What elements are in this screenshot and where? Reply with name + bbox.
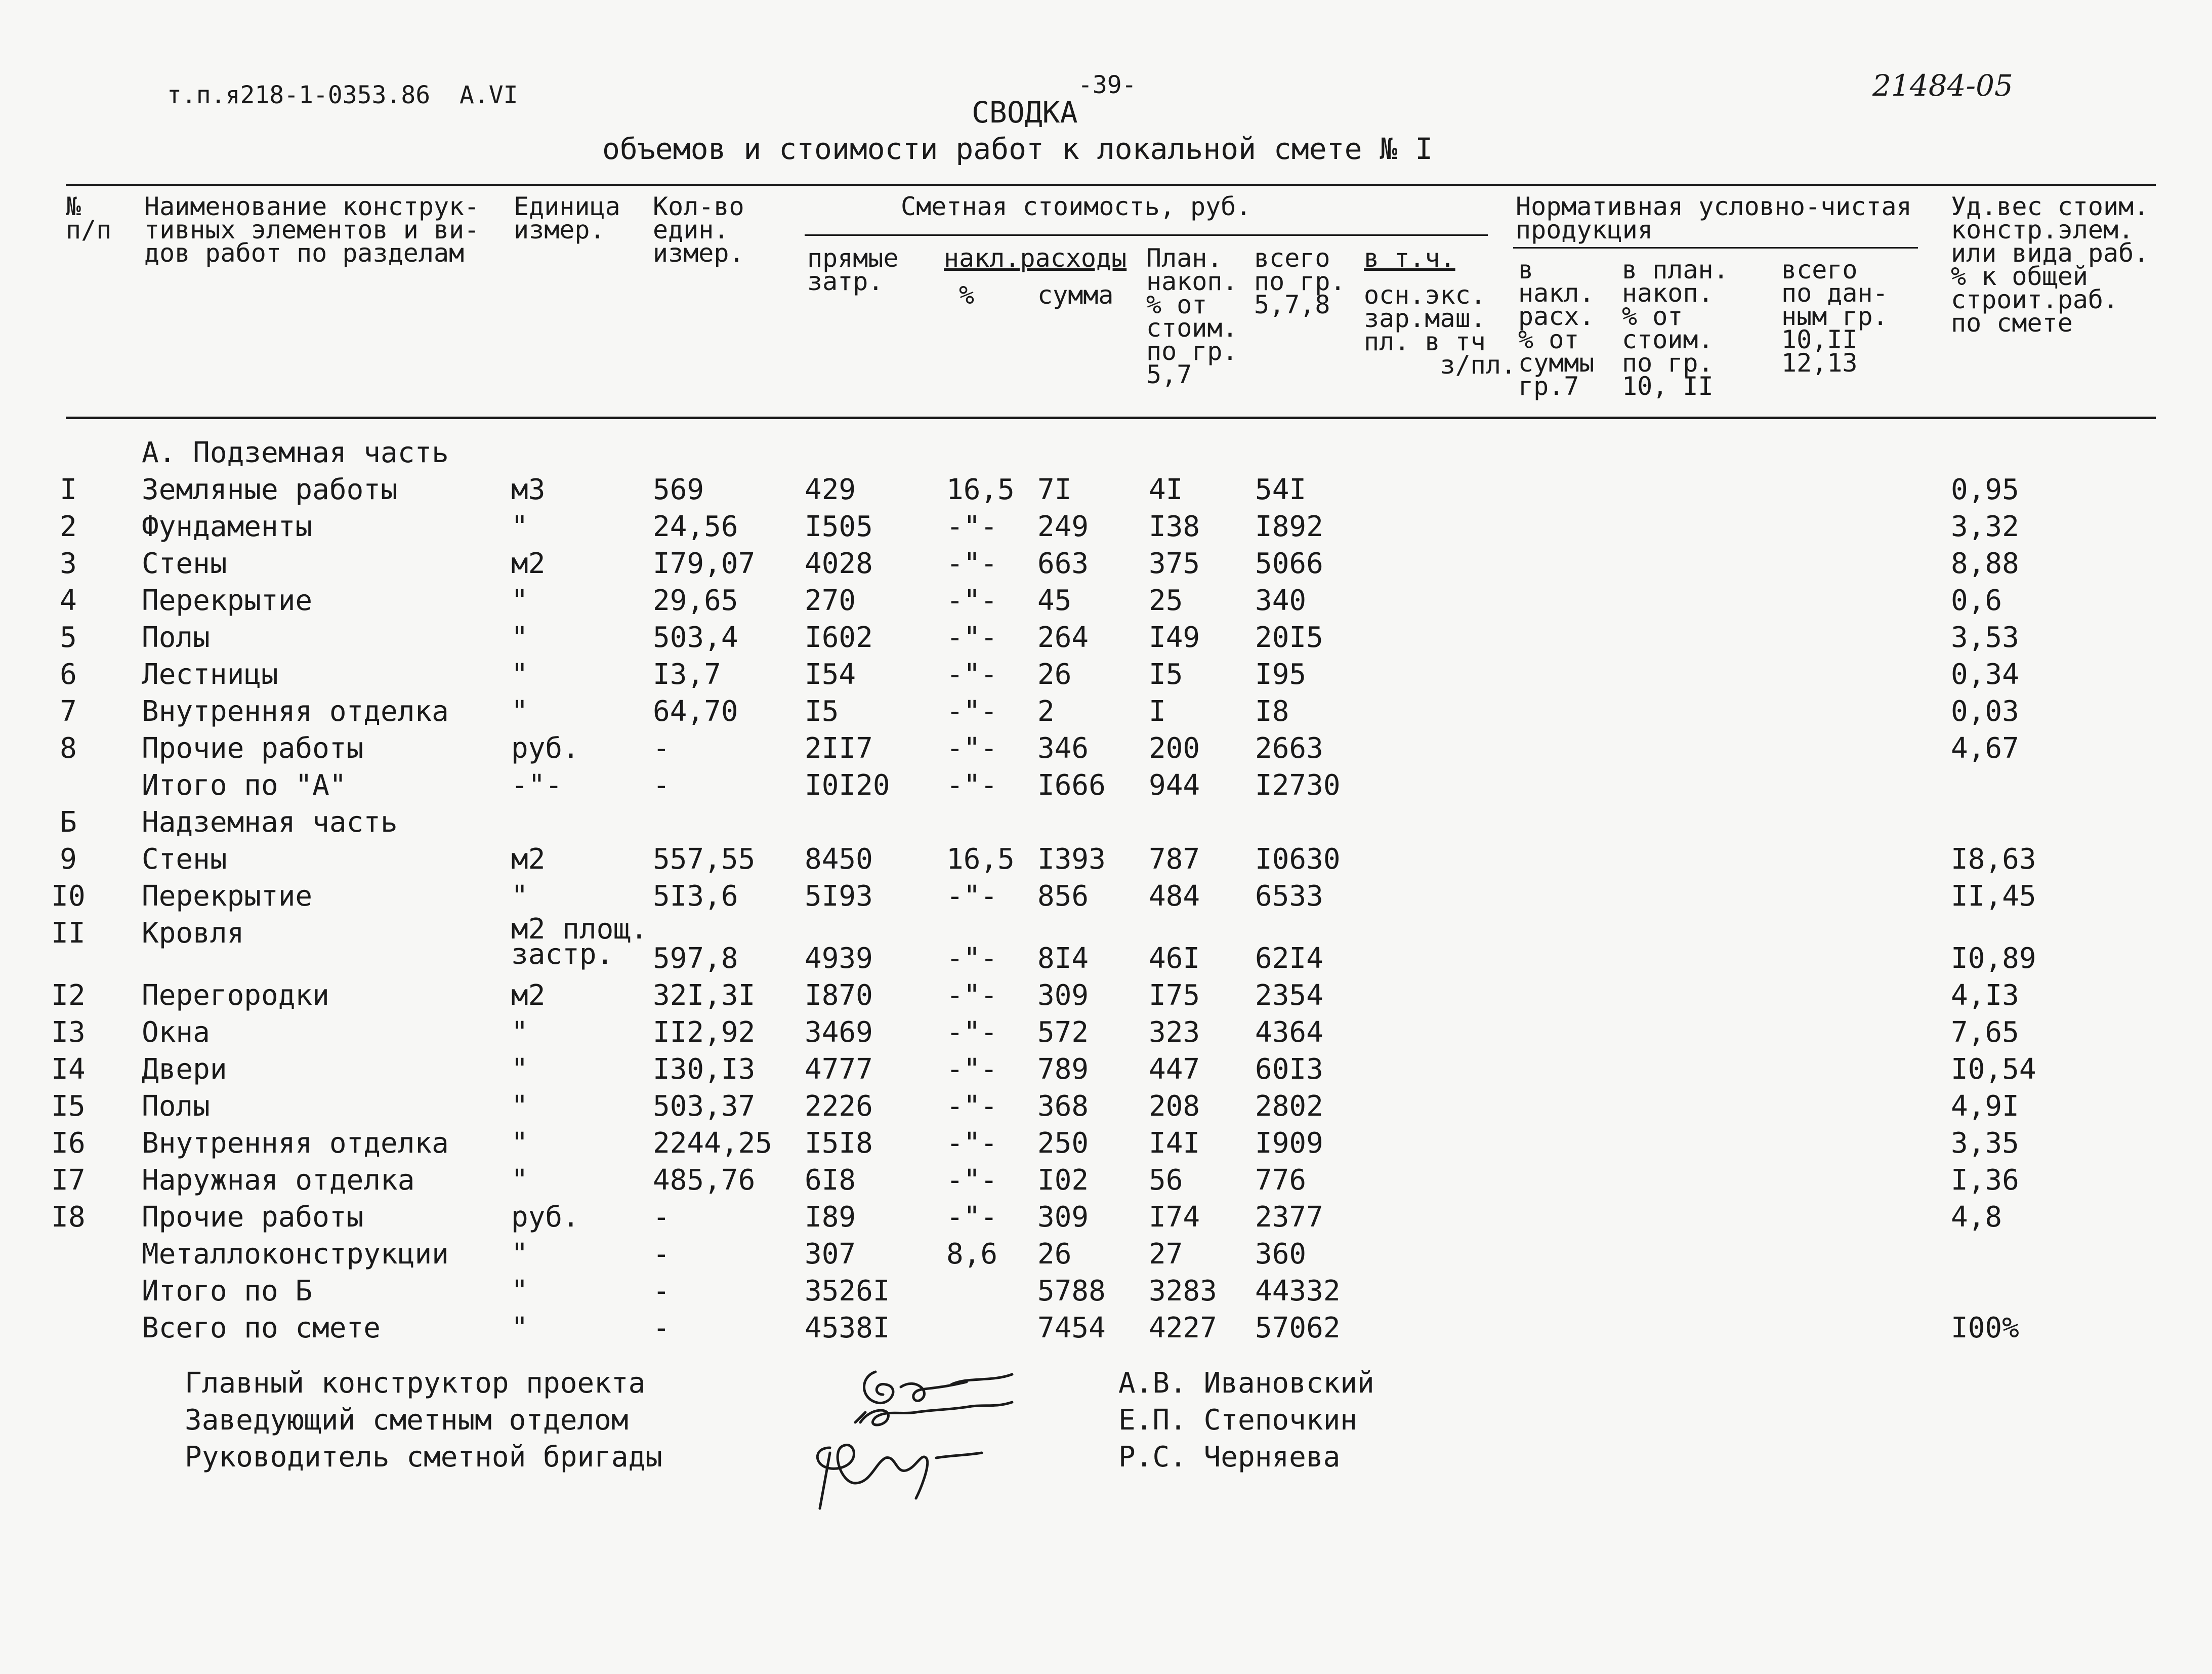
row-total: 57062 bbox=[1255, 1312, 1341, 1344]
row-direct-cost: 4028 bbox=[805, 547, 873, 580]
row-name: Внутренняя отделка bbox=[142, 1127, 449, 1160]
row-overhead-percent: -"- bbox=[946, 1127, 998, 1160]
table-row bbox=[0, 1127, 2212, 1164]
table-row bbox=[0, 1053, 2212, 1090]
row-total: 4364 bbox=[1255, 1016, 1323, 1049]
row-total: I892 bbox=[1255, 510, 1323, 543]
norm-group-rule bbox=[1513, 247, 1918, 249]
document-code: т.п.я218-1-0353.86 А.VI bbox=[167, 81, 518, 109]
header-overhead: накл.расходы bbox=[944, 243, 1127, 273]
row-name: Прочие работы bbox=[142, 732, 364, 765]
row-unit: руб. bbox=[511, 732, 579, 765]
row-quantity: 557,55 bbox=[653, 843, 756, 876]
row-planned-accumulation: I bbox=[1149, 695, 1166, 728]
header-cost-group: Сметная стоимость, руб. bbox=[901, 192, 1251, 221]
row-name: Итого по "А" bbox=[142, 769, 347, 802]
row-number: I7 bbox=[51, 1164, 86, 1197]
row-total: I95 bbox=[1255, 658, 1307, 691]
row-number: I2 bbox=[51, 979, 86, 1012]
signature-name: Е.П. Степочкин bbox=[1118, 1404, 1358, 1437]
row-weight-percent: 3,35 bbox=[1951, 1127, 2019, 1160]
row-weight-percent: 4,I3 bbox=[1951, 979, 2019, 1012]
header-norm-group: Нормативная условно-чистая продукция bbox=[1516, 192, 1912, 244]
row-overhead-percent: -"- bbox=[946, 769, 998, 802]
row-planned-accumulation: 323 bbox=[1149, 1016, 1200, 1049]
row-overhead-percent: -"- bbox=[946, 979, 998, 1012]
row-total: 2802 bbox=[1255, 1090, 1323, 1123]
header-incl-sub: осн.экс. зар.маш. пл. в тч з/пл. bbox=[1364, 280, 1517, 380]
row-quantity: 29,65 bbox=[653, 584, 738, 617]
row-total: 44332 bbox=[1255, 1275, 1341, 1308]
row-name: Наружная отделка bbox=[142, 1164, 415, 1197]
row-total: 340 bbox=[1255, 584, 1307, 617]
row-overhead-sum: 5788 bbox=[1037, 1275, 1106, 1308]
row-planned-accumulation: I49 bbox=[1149, 621, 1200, 654]
table-row bbox=[0, 843, 2212, 880]
cost-group-rule bbox=[805, 234, 1488, 236]
row-unit: " bbox=[511, 510, 528, 543]
row-overhead-sum: 264 bbox=[1037, 621, 1089, 654]
row-overhead-percent: -"- bbox=[946, 621, 998, 654]
row-number: 5 bbox=[60, 621, 77, 654]
header-name: Наименование конструк- тивных элементов и ви- дов работ по разделам bbox=[144, 192, 480, 268]
header-norm-a: в накл. расх. % от суммы гр.7 bbox=[1518, 255, 1595, 401]
row-quantity: 503,37 bbox=[653, 1090, 756, 1123]
row-total: I8 bbox=[1255, 695, 1289, 728]
row-direct-cost: I0I20 bbox=[805, 769, 890, 802]
row-overhead-percent: -"- bbox=[946, 658, 998, 691]
row-total: 2377 bbox=[1255, 1201, 1323, 1234]
row-total: 60I3 bbox=[1255, 1053, 1323, 1086]
row-name: Прочие работы bbox=[142, 1201, 364, 1234]
row-direct-cost: 270 bbox=[805, 584, 856, 617]
row-unit: " bbox=[511, 1127, 528, 1160]
row-total: 54I bbox=[1255, 473, 1307, 506]
archive-number: 21484-05 bbox=[1872, 68, 2013, 103]
row-planned-accumulation: 447 bbox=[1149, 1053, 1200, 1086]
row-weight-percent: 0,95 bbox=[1951, 473, 2019, 506]
header-weight: Уд.вес стоим. констр.элем. или вида раб. % к общей строит.раб. по смете bbox=[1951, 192, 2149, 338]
row-quantity: 32I,3I bbox=[653, 979, 756, 1012]
row-number: I8 bbox=[51, 1201, 86, 1234]
row-unit: " bbox=[511, 1090, 528, 1123]
table-row bbox=[0, 658, 2212, 695]
row-name: Стены bbox=[142, 843, 227, 876]
row-weight-percent: 7,65 bbox=[1951, 1016, 2019, 1049]
row-direct-cost: 6I8 bbox=[805, 1164, 856, 1197]
row-total: I0630 bbox=[1255, 843, 1341, 876]
row-total: I909 bbox=[1255, 1127, 1323, 1160]
row-number: 4 bbox=[60, 584, 77, 617]
signature-name: Р.С. Черняева bbox=[1118, 1441, 1341, 1474]
row-unit: -"- bbox=[511, 769, 563, 802]
row-unit: " bbox=[511, 1238, 528, 1271]
row-number: 7 bbox=[60, 695, 77, 728]
signature-role: Руководитель сметной бригады bbox=[185, 1441, 663, 1474]
row-name: Кровля bbox=[142, 917, 244, 950]
row-overhead-sum: 2 bbox=[1037, 695, 1055, 728]
row-name: Внутренняя отделка bbox=[142, 695, 449, 728]
row-total: 776 bbox=[1255, 1164, 1307, 1197]
table-row bbox=[0, 769, 2212, 806]
row-direct-cost: I89 bbox=[805, 1201, 856, 1234]
row-planned-accumulation: I74 bbox=[1149, 1201, 1200, 1234]
row-quantity: - bbox=[653, 769, 670, 802]
table-row bbox=[0, 510, 2212, 547]
row-name: Земляные работы bbox=[142, 473, 398, 506]
row-weight-percent: 0,6 bbox=[1951, 584, 2002, 617]
row-unit: " bbox=[511, 880, 528, 913]
row-quantity: - bbox=[653, 1238, 670, 1271]
row-overhead-percent: 16,5 bbox=[946, 843, 1015, 876]
row-weight-percent: I0,89 bbox=[1951, 942, 2036, 975]
row-overhead-percent: -"- bbox=[946, 942, 998, 975]
row-overhead-sum: 856 bbox=[1037, 880, 1089, 913]
row-planned-accumulation: I4I bbox=[1149, 1127, 1200, 1160]
row-overhead-percent: -"- bbox=[946, 880, 998, 913]
table-row bbox=[0, 1312, 2212, 1349]
row-number: I6 bbox=[51, 1127, 86, 1160]
row-direct-cost: 4939 bbox=[805, 942, 873, 975]
row-direct-cost: 3526I bbox=[805, 1275, 890, 1308]
table-row bbox=[0, 1164, 2212, 1201]
row-quantity: - bbox=[653, 732, 670, 765]
row-quantity: 24,56 bbox=[653, 510, 738, 543]
table-row bbox=[0, 880, 2212, 917]
table-row bbox=[0, 1275, 2212, 1312]
row-name: Перегородки bbox=[142, 979, 329, 1012]
row-overhead-sum: I02 bbox=[1037, 1164, 1089, 1197]
table-row bbox=[0, 436, 2212, 473]
row-weight-percent: I8,63 bbox=[1951, 843, 2036, 876]
row-name: Полы bbox=[142, 1090, 210, 1123]
row-planned-accumulation: I38 bbox=[1149, 510, 1200, 543]
row-planned-accumulation: 27 bbox=[1149, 1238, 1183, 1271]
table-row bbox=[0, 695, 2212, 732]
row-unit: м2 площ. застр. bbox=[511, 913, 648, 971]
row-overhead-sum: 346 bbox=[1037, 732, 1089, 765]
row-direct-cost: I5I8 bbox=[805, 1127, 873, 1160]
row-planned-accumulation: 46I bbox=[1149, 942, 1200, 975]
row-planned-accumulation: I5 bbox=[1149, 658, 1183, 691]
row-weight-percent: I,36 bbox=[1951, 1164, 2019, 1197]
header-norm-c: всего по дан- ным гр. 10,II 12,13 bbox=[1781, 255, 1888, 378]
row-unit: " bbox=[511, 1275, 528, 1308]
page-number: -39- bbox=[1078, 71, 1137, 99]
row-unit: " bbox=[511, 695, 528, 728]
row-weight-percent: 4,8 bbox=[1951, 1201, 2002, 1234]
row-weight-percent: 4,9I bbox=[1951, 1090, 2019, 1123]
row-overhead-sum: I393 bbox=[1037, 843, 1106, 876]
header-num: № п/п bbox=[66, 192, 112, 244]
row-unit: м3 bbox=[511, 473, 546, 506]
row-number: 6 bbox=[60, 658, 77, 691]
row-name: Двери bbox=[142, 1053, 227, 1086]
row-unit: м2 bbox=[511, 843, 546, 876]
handwritten-signatures bbox=[800, 1357, 1083, 1519]
row-name: Стены bbox=[142, 547, 227, 580]
row-quantity: 485,76 bbox=[653, 1164, 756, 1197]
row-weight-percent: 8,88 bbox=[1951, 547, 2019, 580]
row-overhead-sum: 789 bbox=[1037, 1053, 1089, 1086]
row-overhead-sum: 309 bbox=[1037, 979, 1089, 1012]
row-weight-percent: 0,34 bbox=[1951, 658, 2019, 691]
row-quantity: I79,07 bbox=[653, 547, 756, 580]
row-name: Всего по смете bbox=[142, 1312, 381, 1344]
row-overhead-percent: -"- bbox=[946, 1053, 998, 1086]
row-unit: " bbox=[511, 1053, 528, 1086]
row-quantity: - bbox=[653, 1312, 670, 1344]
row-quantity: I3,7 bbox=[653, 658, 721, 691]
row-planned-accumulation: 375 bbox=[1149, 547, 1200, 580]
row-number: I0 bbox=[51, 880, 86, 913]
row-planned-accumulation: 56 bbox=[1149, 1164, 1183, 1197]
row-name: Окна bbox=[142, 1016, 210, 1049]
signature-name: А.В. Ивановский bbox=[1118, 1367, 1374, 1400]
row-total: 360 bbox=[1255, 1238, 1307, 1271]
row-number: 9 bbox=[60, 843, 77, 876]
table-row bbox=[0, 1238, 2212, 1275]
row-overhead-percent: -"- bbox=[946, 1164, 998, 1197]
row-overhead-sum: 26 bbox=[1037, 1238, 1072, 1271]
row-quantity: - bbox=[653, 1201, 670, 1234]
row-total: I2730 bbox=[1255, 769, 1341, 802]
row-quantity: 2244,25 bbox=[653, 1127, 773, 1160]
row-overhead-sum: 572 bbox=[1037, 1016, 1089, 1049]
table-row bbox=[0, 806, 2212, 843]
row-direct-cost: 4538I bbox=[805, 1312, 890, 1344]
row-number: I5 bbox=[51, 1090, 86, 1123]
row-weight-percent: 4,67 bbox=[1951, 732, 2019, 765]
row-weight-percent: 3,53 bbox=[1951, 621, 2019, 654]
row-name: Полы bbox=[142, 621, 210, 654]
row-planned-accumulation: I75 bbox=[1149, 979, 1200, 1012]
row-total: 5066 bbox=[1255, 547, 1323, 580]
table-row bbox=[0, 979, 2212, 1016]
row-overhead-sum: 7454 bbox=[1037, 1312, 1106, 1344]
row-direct-cost: 429 bbox=[805, 473, 856, 506]
document-title: СВОДКА bbox=[972, 95, 1078, 130]
row-overhead-sum: 368 bbox=[1037, 1090, 1089, 1123]
row-unit: " bbox=[511, 584, 528, 617]
table-row bbox=[0, 584, 2212, 621]
row-number: 2 bbox=[60, 510, 77, 543]
table-row bbox=[0, 732, 2212, 769]
row-weight-percent: I00% bbox=[1951, 1312, 2019, 1344]
row-overhead-percent: 16,5 bbox=[946, 473, 1015, 506]
row-quantity: II2,92 bbox=[653, 1016, 756, 1049]
row-overhead-sum: 309 bbox=[1037, 1201, 1089, 1234]
row-direct-cost: 2226 bbox=[805, 1090, 873, 1123]
row-weight-percent: 3,32 bbox=[1951, 510, 2019, 543]
row-overhead-percent: -"- bbox=[946, 732, 998, 765]
row-quantity: 597,8 bbox=[653, 942, 738, 975]
header-total: всего по гр. 5,7,8 bbox=[1254, 243, 1346, 319]
row-overhead-sum: 8I4 bbox=[1037, 942, 1089, 975]
row-unit: " bbox=[511, 1312, 528, 1344]
row-weight-percent: II,45 bbox=[1951, 880, 2036, 913]
row-overhead-percent: -"- bbox=[946, 1201, 998, 1234]
row-number: I3 bbox=[51, 1016, 86, 1049]
row-overhead-sum: 45 bbox=[1037, 584, 1072, 617]
row-direct-cost: 4777 bbox=[805, 1053, 873, 1086]
row-overhead-percent: -"- bbox=[946, 510, 998, 543]
header-qty: Кол-во един. измер. bbox=[653, 192, 744, 268]
row-name: Металлоконструкции bbox=[142, 1238, 449, 1271]
row-overhead-sum: 26 bbox=[1037, 658, 1072, 691]
row-direct-cost: I505 bbox=[805, 510, 873, 543]
row-unit: " bbox=[511, 621, 528, 654]
row-planned-accumulation: 200 bbox=[1149, 732, 1200, 765]
row-quantity: I30,I3 bbox=[653, 1053, 756, 1086]
row-total: 2663 bbox=[1255, 732, 1323, 765]
row-quantity: 503,4 bbox=[653, 621, 738, 654]
row-total: 62I4 bbox=[1255, 942, 1323, 975]
header-norm-b: в план. накоп. % от стоим. по гр. 10, II bbox=[1622, 255, 1729, 401]
row-weight-percent: I0,54 bbox=[1951, 1053, 2036, 1086]
table-row bbox=[0, 1090, 2212, 1127]
row-planned-accumulation: 944 bbox=[1149, 769, 1200, 802]
row-overhead-sum: 249 bbox=[1037, 510, 1089, 543]
row-planned-accumulation: 787 bbox=[1149, 843, 1200, 876]
row-quantity: 64,70 bbox=[653, 695, 738, 728]
row-unit: руб. bbox=[511, 1201, 579, 1234]
header-direct: прямые затр. bbox=[807, 243, 899, 296]
row-quantity: 569 bbox=[653, 473, 704, 506]
header-incl: в т.ч. bbox=[1364, 243, 1455, 273]
row-name: Фундаменты bbox=[142, 510, 313, 543]
row-overhead-percent: -"- bbox=[946, 695, 998, 728]
row-number: I bbox=[60, 473, 77, 506]
row-number: Б bbox=[60, 806, 77, 839]
row-direct-cost: I54 bbox=[805, 658, 856, 691]
row-overhead-percent: -"- bbox=[946, 547, 998, 580]
row-overhead-percent: 8,6 bbox=[946, 1238, 998, 1271]
row-planned-accumulation: 25 bbox=[1149, 584, 1183, 617]
header-plan: План. накоп. % от стоим. по гр. 5,7 bbox=[1146, 243, 1238, 389]
row-unit: м2 bbox=[511, 979, 546, 1012]
row-overhead-sum: I666 bbox=[1037, 769, 1106, 802]
row-name: Перекрытие bbox=[142, 584, 313, 617]
table-top-rule bbox=[66, 184, 2156, 186]
row-direct-cost: 8450 bbox=[805, 843, 873, 876]
row-total: 2354 bbox=[1255, 979, 1323, 1012]
signature-role: Заведующий сметным отделом bbox=[185, 1404, 629, 1437]
table-row bbox=[0, 1016, 2212, 1053]
row-direct-cost: 2II7 bbox=[805, 732, 873, 765]
row-planned-accumulation: 208 bbox=[1149, 1090, 1200, 1123]
row-direct-cost: I870 bbox=[805, 979, 873, 1012]
row-overhead-percent: -"- bbox=[946, 584, 998, 617]
row-quantity: 5I3,6 bbox=[653, 880, 738, 913]
row-direct-cost: 3469 bbox=[805, 1016, 873, 1049]
row-planned-accumulation: 484 bbox=[1149, 880, 1200, 913]
row-total: 6533 bbox=[1255, 880, 1323, 913]
row-direct-cost: 307 bbox=[805, 1238, 856, 1271]
row-name: Итого по Б bbox=[142, 1275, 313, 1308]
row-quantity: - bbox=[653, 1275, 670, 1308]
header-overhead-pct: % bbox=[959, 280, 975, 310]
table-row bbox=[0, 473, 2212, 510]
row-name: А. Подземная часть bbox=[142, 436, 449, 469]
row-number: 8 bbox=[60, 732, 77, 765]
row-overhead-sum: 663 bbox=[1037, 547, 1089, 580]
table-row bbox=[0, 547, 2212, 584]
row-number: I4 bbox=[51, 1053, 86, 1086]
row-direct-cost: 5I93 bbox=[805, 880, 873, 913]
row-name: Перекрытие bbox=[142, 880, 313, 913]
row-unit: м2 bbox=[511, 547, 546, 580]
table-row bbox=[0, 1201, 2212, 1238]
table-header-rule bbox=[66, 417, 2156, 419]
row-number: II bbox=[51, 917, 86, 950]
signature-role: Главный конструктор проекта bbox=[185, 1367, 646, 1400]
row-overhead-sum: 250 bbox=[1037, 1127, 1089, 1160]
row-direct-cost: I602 bbox=[805, 621, 873, 654]
table-row bbox=[0, 913, 2212, 975]
document-subtitle: объемов и стоимости работ к локальной смете № I bbox=[602, 132, 1433, 166]
row-total: 20I5 bbox=[1255, 621, 1323, 654]
row-unit: " bbox=[511, 658, 528, 691]
row-overhead-percent: -"- bbox=[946, 1090, 998, 1123]
row-planned-accumulation: 4227 bbox=[1149, 1312, 1217, 1344]
row-name: Надземная часть bbox=[142, 806, 398, 839]
row-number: 3 bbox=[60, 547, 77, 580]
row-unit: " bbox=[511, 1016, 528, 1049]
table-row bbox=[0, 621, 2212, 658]
row-overhead-percent: -"- bbox=[946, 1016, 998, 1049]
row-planned-accumulation: 4I bbox=[1149, 473, 1183, 506]
header-unit: Единица измер. bbox=[514, 192, 620, 244]
row-planned-accumulation: 3283 bbox=[1149, 1275, 1217, 1308]
row-name: Лестницы bbox=[142, 658, 278, 691]
row-overhead-sum: 7I bbox=[1037, 473, 1072, 506]
row-unit: " bbox=[511, 1164, 528, 1197]
header-overhead-sum: сумма bbox=[1037, 280, 1114, 310]
row-weight-percent: 0,03 bbox=[1951, 695, 2019, 728]
row-direct-cost: I5 bbox=[805, 695, 839, 728]
